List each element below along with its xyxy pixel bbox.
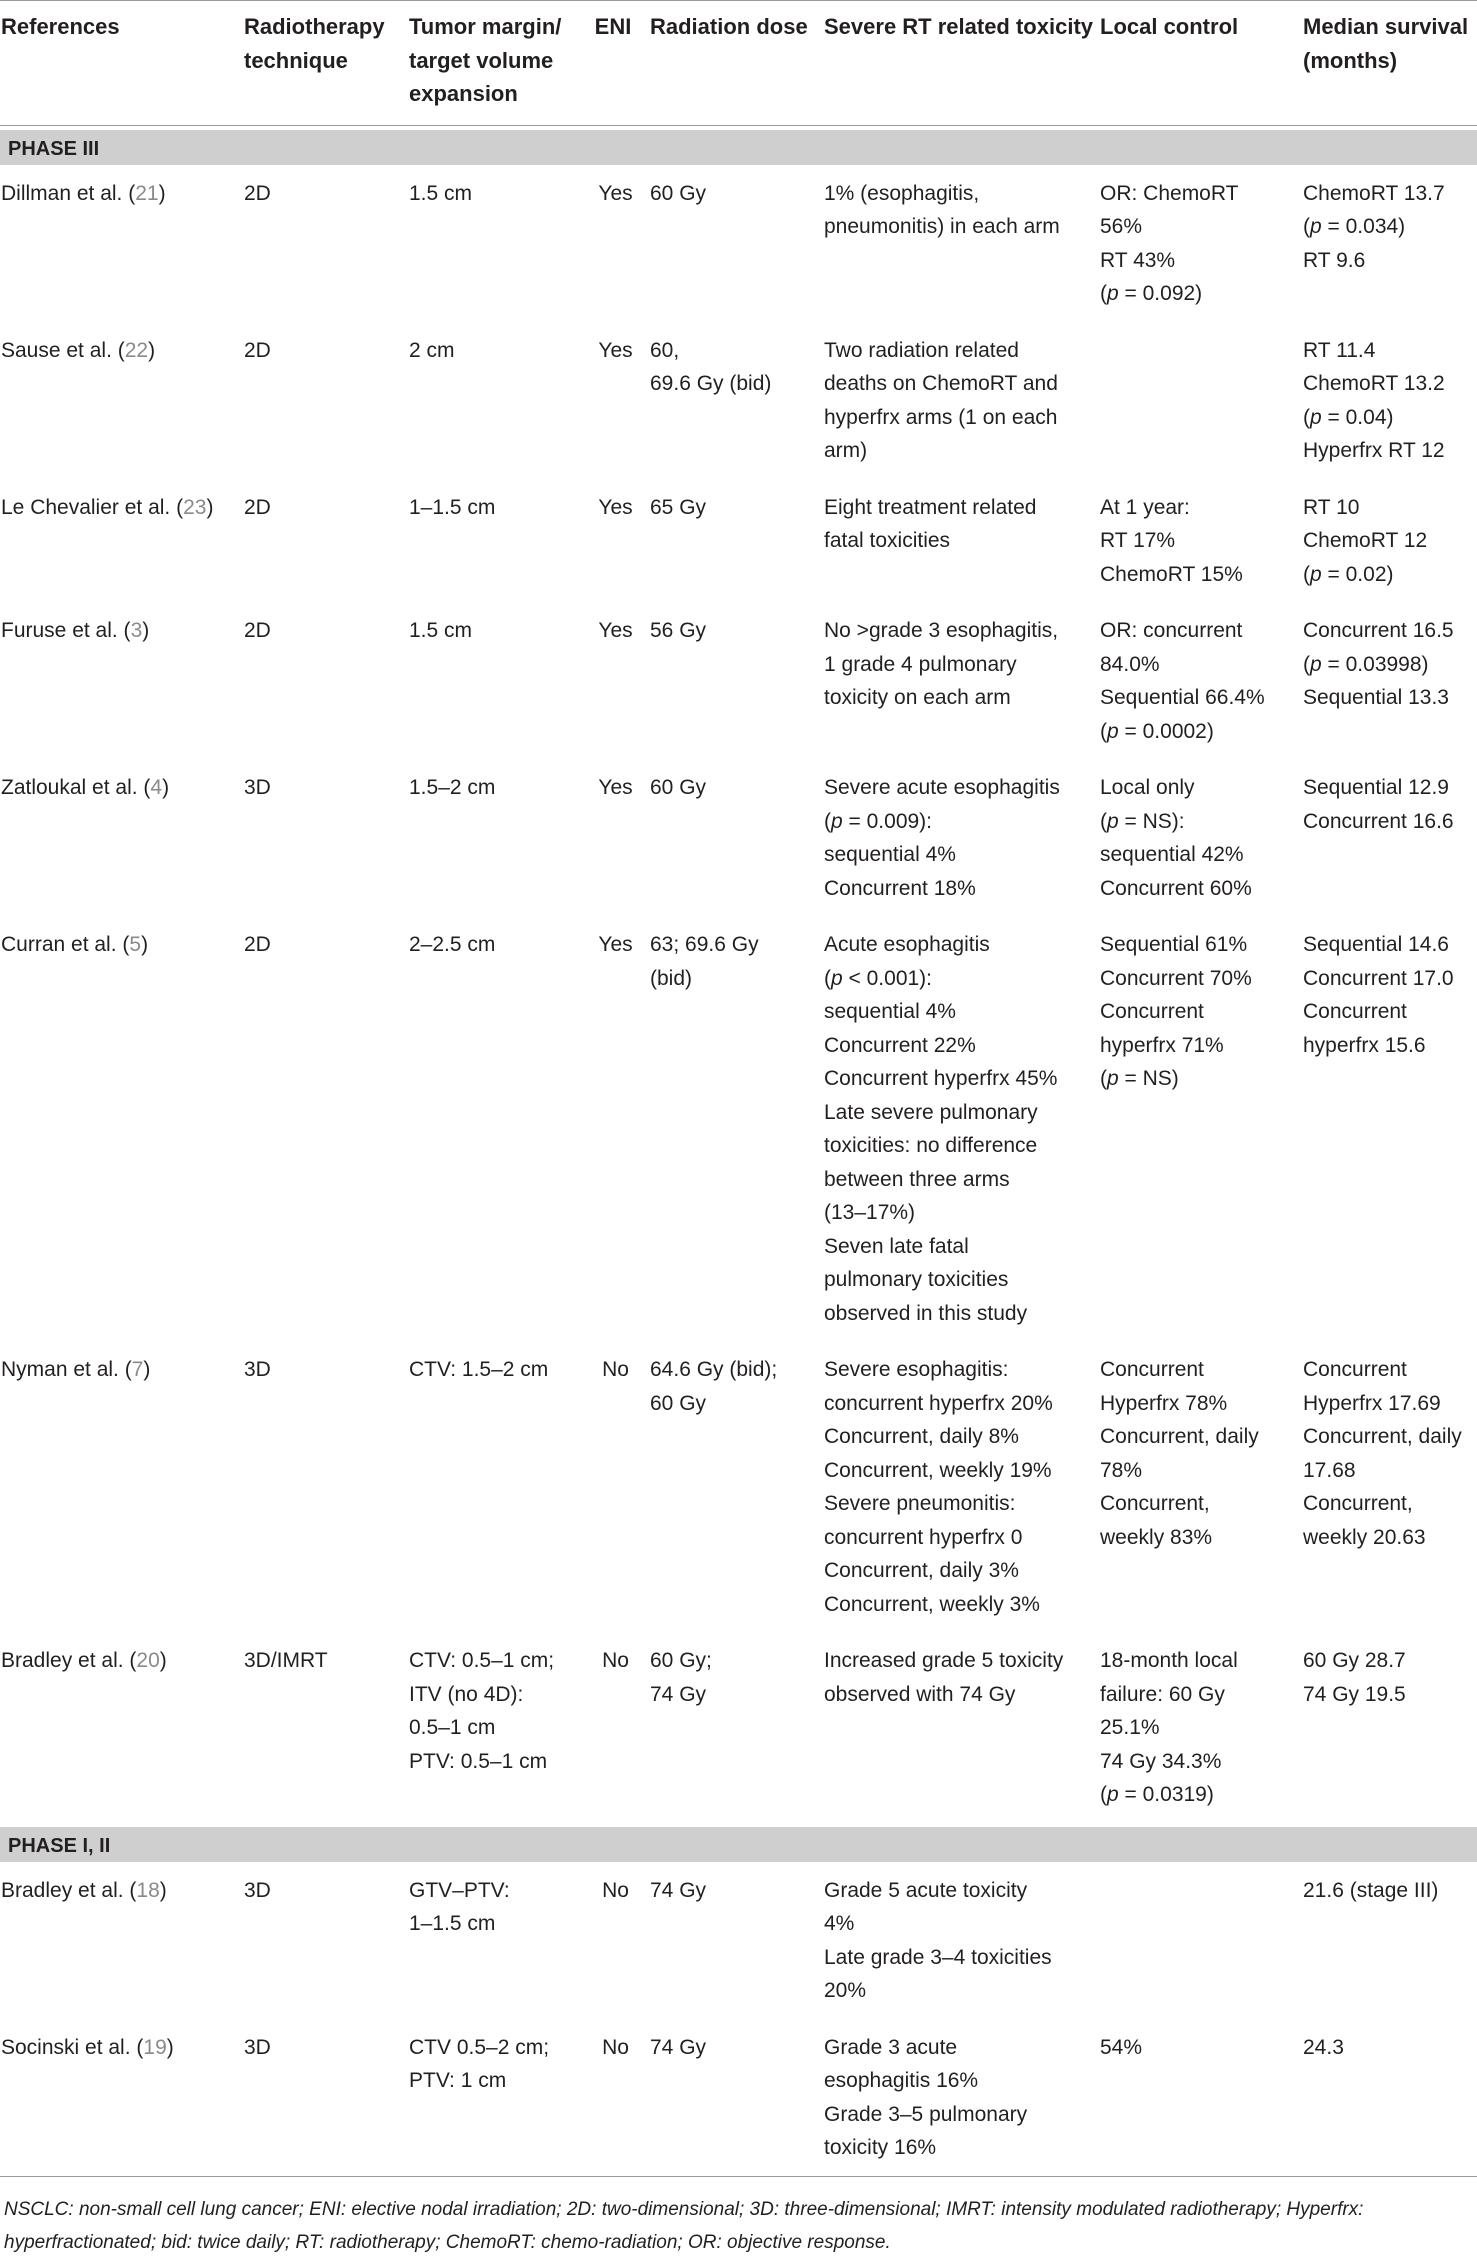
cell-line: failure: 60 Gy bbox=[1100, 1682, 1225, 1706]
table-row bbox=[0, 1632, 1477, 1823]
cell-eni: Yes bbox=[598, 776, 633, 799]
cell-margin bbox=[408, 1862, 582, 2019]
table-row bbox=[0, 479, 1477, 603]
cell-line: 1–1.5 cm bbox=[409, 1912, 496, 1935]
cell-line: 74 Gy bbox=[650, 1878, 707, 1902]
cell-line: At 1 year: bbox=[1100, 495, 1190, 519]
reference-author: Bradley et al. ( bbox=[1, 1878, 137, 1902]
cell-line: 2D bbox=[244, 933, 271, 956]
cell-line: ChemoRT 15% bbox=[1100, 562, 1243, 586]
cell-toxicity bbox=[823, 602, 1099, 759]
cell-line: weekly 83% bbox=[1100, 1525, 1213, 1549]
cell-line: Concurrent, bbox=[1100, 1492, 1210, 1515]
cell-line: 64.6 Gy (bid); bbox=[650, 1358, 778, 1381]
cell-line: 74 Gy 34.3% bbox=[1100, 1749, 1222, 1773]
cell-reference bbox=[0, 916, 243, 1341]
cell-survival bbox=[1302, 1862, 1477, 2019]
cell-line: 60 Gy bbox=[650, 1391, 707, 1415]
cell-local-control bbox=[1099, 322, 1302, 479]
cell-line: 20% bbox=[824, 1979, 867, 2002]
cell-eni: Yes bbox=[598, 495, 633, 519]
cell-line: Concurrent, weekly 19% bbox=[824, 1458, 1052, 1482]
reference-citation-link[interactable]: 18 bbox=[136, 1878, 160, 1902]
header-row bbox=[0, 1, 1477, 126]
header-local-control: Local control bbox=[1099, 1, 1302, 126]
cell-margin bbox=[408, 602, 582, 759]
reference-close-paren: ) bbox=[166, 2035, 174, 2059]
cell-line: Sequential 61% bbox=[1100, 933, 1248, 956]
reference-author: Zatloukal et al. ( bbox=[1, 776, 151, 799]
cell-line: 2D bbox=[244, 495, 271, 519]
reference-author: Sause et al. ( bbox=[1, 338, 125, 362]
cell-dose bbox=[649, 2019, 823, 2176]
cell-line: fatal toxicities bbox=[824, 529, 951, 552]
cell-eni: Yes bbox=[598, 338, 633, 362]
cell-line: (p = NS) bbox=[1100, 1067, 1179, 1090]
cell-line: deaths on ChemoRT and bbox=[824, 372, 1058, 395]
cell-reference bbox=[0, 1862, 243, 2019]
cell-line: concurrent hyperfrx 20% bbox=[824, 1391, 1053, 1415]
cell-line: Concurrent hyperfrx 45% bbox=[824, 1067, 1058, 1090]
cell-line: Severe acute esophagitis bbox=[824, 776, 1060, 799]
cell-line: RT 17% bbox=[1100, 529, 1176, 552]
cell-local-control bbox=[1099, 1862, 1302, 2019]
cell-line: RT 10 bbox=[1303, 495, 1360, 519]
cell-toxicity bbox=[823, 1632, 1099, 1823]
cell-line: Seven late fatal bbox=[824, 1234, 969, 1258]
cell-reference bbox=[0, 759, 243, 916]
cell-line: Late severe pulmonary bbox=[824, 1100, 1038, 1124]
cell-line: Grade 5 acute toxicity bbox=[824, 1878, 1028, 1902]
section-title: PHASE I, II bbox=[0, 1827, 1477, 1862]
cell-line: Concurrent bbox=[1100, 1000, 1204, 1023]
cell-toxicity bbox=[823, 165, 1099, 322]
reference-citation-link[interactable]: 4 bbox=[150, 776, 163, 799]
cell-line: CTV: 0.5–1 cm; bbox=[409, 1649, 555, 1672]
reference-close-paren: ) bbox=[143, 1358, 151, 1381]
cell-line: 65 Gy bbox=[650, 495, 707, 519]
cell-reference bbox=[0, 322, 243, 479]
reference-citation-link[interactable]: 20 bbox=[136, 1649, 160, 1672]
table-body bbox=[0, 125, 1477, 2176]
reference-author: Le Chevalier et al. ( bbox=[1, 495, 184, 519]
cell-toxicity bbox=[823, 322, 1099, 479]
cell-line: Concurrent, daily bbox=[1303, 1425, 1462, 1448]
cell-line: PTV: 0.5–1 cm bbox=[409, 1749, 548, 1773]
cell-line: Concurrent, daily 8% bbox=[824, 1425, 1019, 1448]
cell-technique bbox=[243, 602, 408, 759]
cell-line: Concurrent 22% bbox=[824, 1033, 976, 1057]
table-header bbox=[0, 1, 1477, 126]
cell-toxicity bbox=[823, 759, 1099, 916]
cell-eni: No bbox=[602, 1358, 629, 1381]
cell-line: Increased grade 5 toxicity bbox=[824, 1649, 1064, 1672]
cell-technique bbox=[243, 165, 408, 322]
cell-reference bbox=[0, 165, 243, 322]
cell-technique bbox=[243, 322, 408, 479]
cell-line: ChemoRT 13.2 bbox=[1303, 372, 1445, 395]
cell-line: toxicities: no difference bbox=[824, 1134, 1038, 1157]
reference-author: Socinski et al. ( bbox=[1, 2035, 144, 2059]
header-references: References bbox=[0, 1, 243, 126]
cell-line: 1 grade 4 pulmonary bbox=[824, 652, 1017, 676]
cell-line: Two radiation related bbox=[824, 338, 1019, 362]
cell-line: Grade 3–5 pulmonary bbox=[824, 2102, 1028, 2126]
table-row bbox=[0, 2019, 1477, 2176]
cell-eni: No bbox=[602, 1878, 629, 1902]
cell-margin bbox=[408, 916, 582, 1341]
cell-line: (p < 0.001): bbox=[824, 966, 932, 990]
cell-line: (p = 0.092) bbox=[1100, 282, 1203, 305]
reference-citation-link[interactable]: 23 bbox=[183, 495, 207, 519]
cell-local-control bbox=[1099, 165, 1302, 322]
cell-line: 60 Gy bbox=[650, 181, 707, 205]
cell-line: (p = 0.0002) bbox=[1100, 719, 1214, 743]
section-header-row bbox=[0, 130, 1477, 165]
header-toxicity: Severe RT related toxicity bbox=[823, 1, 1099, 126]
cell-reference bbox=[0, 1341, 243, 1632]
header-dose: Radiation dose bbox=[649, 1, 823, 126]
cell-line: OR: concurrent bbox=[1100, 619, 1243, 642]
cell-technique bbox=[243, 1632, 408, 1823]
cell-line: RT 9.6 bbox=[1303, 248, 1366, 272]
header-eni: ENI bbox=[582, 1, 649, 126]
cell-line: Concurrent 17.0 bbox=[1303, 966, 1454, 990]
cell-dose bbox=[649, 1341, 823, 1632]
cell-line: CTV: 1.5–2 cm bbox=[409, 1358, 549, 1381]
cell-line: 1–1.5 cm bbox=[409, 495, 496, 519]
cell-line: 25.1% bbox=[1100, 1716, 1160, 1739]
cell-line: Concurrent bbox=[1303, 1000, 1407, 1023]
cell-line: 78% bbox=[1100, 1458, 1143, 1482]
cell-eni: Yes bbox=[598, 181, 633, 205]
cell-local-control bbox=[1099, 1341, 1302, 1632]
reference-close-paren: ) bbox=[159, 1878, 167, 1902]
reference-author: Nyman et al. ( bbox=[1, 1358, 132, 1381]
header-technique: Radiotherapy technique bbox=[243, 1, 408, 126]
reference-author: Curran et al. ( bbox=[1, 933, 130, 956]
cell-line: Sequential 14.6 bbox=[1303, 933, 1449, 956]
cell-line: Local only bbox=[1100, 776, 1195, 799]
reference-close-paren: ) bbox=[206, 495, 214, 519]
cell-line: 69.6 Gy (bid) bbox=[650, 372, 772, 395]
cell-line: between three arms bbox=[824, 1167, 1010, 1191]
cell-line: toxicity on each arm bbox=[824, 686, 1011, 709]
header-survival: Median survival (months) bbox=[1302, 1, 1477, 126]
cell-survival bbox=[1302, 322, 1477, 479]
cell-margin bbox=[408, 165, 582, 322]
reference-close-paren: ) bbox=[162, 776, 170, 799]
reference-citation-link[interactable]: 3 bbox=[130, 619, 143, 642]
cell-survival bbox=[1302, 759, 1477, 916]
cell-eni: Yes bbox=[598, 933, 633, 956]
cell-dose bbox=[649, 479, 823, 603]
cell-line: No >grade 3 esophagitis, bbox=[824, 619, 1059, 642]
table-footnote: NSCLC: non-small cell lung cancer; ENI: elective nodal irradiation; 2D: two-dimensional; 3D: three-dimensional; IMRT: intensity modulated radiotherapy; Hyperfrx: hyperfractionated; bid: twice daily; RT: radiotherapy; ChemoRT: chemo-radiation; OR: objective response. bbox=[0, 2176, 1477, 2259]
cell-dose bbox=[649, 1862, 823, 2019]
cell-line: 56% bbox=[1100, 215, 1143, 238]
cell-survival bbox=[1302, 916, 1477, 1341]
cell-margin bbox=[408, 1341, 582, 1632]
cell-line: PTV: 1 cm bbox=[409, 2069, 507, 2092]
cell-line: Concurrent 60% bbox=[1100, 876, 1252, 900]
cell-line: Concurrent, daily 3% bbox=[824, 1559, 1019, 1582]
cell-line: 56 Gy bbox=[650, 619, 707, 642]
table-row bbox=[0, 322, 1477, 479]
cell-line: Concurrent, weekly 3% bbox=[824, 1592, 1040, 1616]
cell-local-control bbox=[1099, 2019, 1302, 2176]
cell-line: hyperfrx arms (1 on each bbox=[824, 405, 1058, 429]
cell-toxicity bbox=[823, 479, 1099, 603]
cell-toxicity bbox=[823, 1862, 1099, 2019]
cell-line: Concurrent 16.5 bbox=[1303, 619, 1454, 642]
cell-line: (p = 0.009): bbox=[824, 809, 932, 833]
reference-citation-link[interactable]: 7 bbox=[131, 1358, 144, 1381]
cell-line: (p = 0.02) bbox=[1303, 562, 1394, 586]
reference-citation-link[interactable]: 5 bbox=[129, 933, 142, 956]
cell-margin bbox=[408, 759, 582, 916]
reference-author: Furuse et al. ( bbox=[1, 619, 131, 642]
cell-line: 18-month local bbox=[1100, 1649, 1238, 1672]
cell-line: 74 Gy bbox=[650, 2035, 707, 2059]
cell-technique bbox=[243, 759, 408, 916]
cell-line: esophagitis 16% bbox=[824, 2069, 979, 2092]
cell-line: Late grade 3–4 toxicities bbox=[824, 1945, 1052, 1969]
cell-reference bbox=[0, 479, 243, 603]
cell-line: 74 Gy bbox=[650, 1682, 707, 1706]
cell-line: 2 cm bbox=[409, 338, 455, 362]
cell-line: Concurrent, bbox=[1303, 1492, 1413, 1515]
reference-citation-link[interactable]: 22 bbox=[124, 338, 149, 362]
cell-line: 60 Gy; bbox=[650, 1649, 712, 1672]
cell-line: 17.68 bbox=[1303, 1458, 1356, 1482]
cell-line: Concurrent bbox=[1100, 1358, 1204, 1381]
cell-line: Concurrent bbox=[1303, 1358, 1407, 1381]
cell-line: (p = 0.03998) bbox=[1303, 652, 1429, 676]
cell-survival bbox=[1302, 479, 1477, 603]
cell-technique bbox=[243, 479, 408, 603]
cell-line: weekly 20.63 bbox=[1303, 1525, 1426, 1549]
cell-line: sequential 4% bbox=[824, 843, 956, 866]
cell-dose bbox=[649, 322, 823, 479]
cell-line: 60 Gy bbox=[650, 776, 707, 799]
cell-line: (bid) bbox=[650, 966, 693, 990]
cell-technique bbox=[243, 1862, 408, 2019]
cell-line: 21.6 (stage III) bbox=[1303, 1878, 1439, 1902]
cell-dose bbox=[649, 165, 823, 322]
cell-toxicity bbox=[823, 1341, 1099, 1632]
cell-line: (p = 0.034) bbox=[1303, 215, 1406, 238]
cell-line: arm) bbox=[824, 439, 868, 462]
cell-line: CTV 0.5–2 cm; bbox=[409, 2035, 550, 2059]
cell-line: ChemoRT 12 bbox=[1303, 529, 1428, 552]
cell-line: Severe esophagitis: bbox=[824, 1358, 1009, 1381]
cell-line: (p = 0.0319) bbox=[1100, 1783, 1214, 1806]
cell-survival bbox=[1302, 165, 1477, 322]
cell-line: observed with 74 Gy bbox=[824, 1682, 1016, 1706]
cell-dose bbox=[649, 1632, 823, 1823]
cell-line: 3D/IMRT bbox=[244, 1649, 328, 1672]
cell-line: Hyperfrx RT 12 bbox=[1303, 439, 1445, 462]
cell-margin bbox=[408, 2019, 582, 2176]
reference-close-paren: ) bbox=[148, 338, 156, 362]
reference-author: Dillman et al. ( bbox=[1, 181, 136, 205]
cell-line: Grade 3 acute bbox=[824, 2035, 958, 2059]
cell-local-control bbox=[1099, 602, 1302, 759]
cell-line: pneumonitis) in each arm bbox=[824, 215, 1060, 238]
cell-line: 60, bbox=[650, 338, 680, 362]
cell-line: Acute esophagitis bbox=[824, 933, 990, 956]
cell-local-control bbox=[1099, 916, 1302, 1341]
cell-eni: No bbox=[602, 1649, 629, 1672]
cell-local-control bbox=[1099, 479, 1302, 603]
cell-line: GTV–PTV: bbox=[409, 1878, 510, 1902]
cell-reference bbox=[0, 602, 243, 759]
cell-local-control bbox=[1099, 759, 1302, 916]
cell-survival bbox=[1302, 1341, 1477, 1632]
cell-technique bbox=[243, 1341, 408, 1632]
reference-close-paren: ) bbox=[159, 1649, 167, 1672]
cell-margin bbox=[408, 1632, 582, 1823]
reference-close-paren: ) bbox=[142, 619, 150, 642]
cell-line: Sequential 13.3 bbox=[1303, 686, 1449, 709]
cell-eni: No bbox=[602, 2035, 629, 2059]
cell-toxicity bbox=[823, 2019, 1099, 2176]
cell-line: 1% (esophagitis, bbox=[824, 181, 980, 205]
cell-local-control bbox=[1099, 1632, 1302, 1823]
cell-line: 84.0% bbox=[1100, 652, 1160, 676]
reference-close-paren: ) bbox=[141, 933, 149, 956]
cell-line: hyperfrx 15.6 bbox=[1303, 1033, 1426, 1057]
cell-line: 3D bbox=[244, 1358, 271, 1381]
table-row bbox=[0, 916, 1477, 1341]
cell-margin bbox=[408, 479, 582, 603]
cell-line: Hyperfrx 78% bbox=[1100, 1391, 1228, 1415]
cell-line: concurrent hyperfrx 0 bbox=[824, 1525, 1023, 1549]
cell-line: ChemoRT 13.7 bbox=[1303, 181, 1445, 205]
cell-line: 4% bbox=[824, 1912, 855, 1935]
reference-author: Bradley et al. ( bbox=[1, 1649, 137, 1672]
table-row bbox=[0, 602, 1477, 759]
cell-survival bbox=[1302, 602, 1477, 759]
cell-line: sequential 42% bbox=[1100, 843, 1244, 866]
cell-line: Concurrent 16.6 bbox=[1303, 809, 1454, 833]
section-title: PHASE III bbox=[0, 130, 1477, 165]
cell-line: Severe pneumonitis: bbox=[824, 1492, 1016, 1515]
cell-line: 24.3 bbox=[1303, 2035, 1344, 2059]
cell-line: Sequential 12.9 bbox=[1303, 776, 1449, 799]
cell-dose bbox=[649, 916, 823, 1341]
cell-line: 1.5–2 cm bbox=[409, 776, 496, 799]
cell-reference bbox=[0, 1632, 243, 1823]
cell-line: (p = 0.04) bbox=[1303, 405, 1394, 429]
cell-line: hyperfrx 71% bbox=[1100, 1033, 1224, 1057]
header-margin: Tumor margin/ target volume expansion bbox=[408, 1, 582, 126]
reference-citation-link[interactable]: 19 bbox=[143, 2035, 167, 2059]
reference-close-paren: ) bbox=[158, 181, 166, 205]
cell-eni: Yes bbox=[598, 619, 633, 642]
cell-line: 74 Gy 19.5 bbox=[1303, 1682, 1406, 1706]
cell-line: 60 Gy 28.7 bbox=[1303, 1649, 1406, 1672]
cell-line: 54% bbox=[1100, 2035, 1143, 2059]
cell-line: toxicity 16% bbox=[824, 2136, 937, 2159]
cell-technique bbox=[243, 916, 408, 1341]
cell-line: Concurrent, daily bbox=[1100, 1425, 1259, 1448]
cell-line: OR: ChemoRT bbox=[1100, 181, 1239, 205]
cell-toxicity bbox=[823, 916, 1099, 1341]
cell-technique bbox=[243, 2019, 408, 2176]
cell-survival bbox=[1302, 1632, 1477, 1823]
cell-reference bbox=[0, 2019, 243, 2176]
cell-survival bbox=[1302, 2019, 1477, 2176]
table-row bbox=[0, 1862, 1477, 2019]
section-header-row bbox=[0, 1827, 1477, 1862]
cell-line: Hyperfrx 17.69 bbox=[1303, 1391, 1441, 1415]
cell-line: Concurrent 18% bbox=[824, 876, 976, 900]
cell-line: (p = NS): bbox=[1100, 809, 1185, 833]
cell-line: (13–17%) bbox=[824, 1201, 916, 1224]
cell-line: 0.5–1 cm bbox=[409, 1716, 496, 1739]
cell-line: 3D bbox=[244, 2035, 271, 2059]
reference-citation-link[interactable]: 21 bbox=[135, 181, 159, 205]
cell-line: 2D bbox=[244, 619, 271, 642]
cell-dose bbox=[649, 602, 823, 759]
cell-line: observed in this study bbox=[824, 1301, 1028, 1325]
cell-line: 2D bbox=[244, 338, 271, 362]
cell-line: 3D bbox=[244, 776, 271, 799]
cell-line: pulmonary toxicities bbox=[824, 1268, 1009, 1291]
cell-line: Concurrent 70% bbox=[1100, 966, 1252, 990]
cell-line: 3D bbox=[244, 1878, 271, 1902]
cell-line: Sequential 66.4% bbox=[1100, 686, 1265, 709]
table-row bbox=[0, 1341, 1477, 1632]
cell-line: Eight treatment related bbox=[824, 495, 1037, 519]
cell-line: 1.5 cm bbox=[409, 181, 473, 205]
cell-dose bbox=[649, 759, 823, 916]
cell-line: 2D bbox=[244, 181, 271, 205]
table-row bbox=[0, 165, 1477, 322]
cell-line: 1.5 cm bbox=[409, 619, 473, 642]
cell-line: 63; 69.6 Gy bbox=[650, 933, 759, 956]
cell-line: RT 43% bbox=[1100, 248, 1176, 272]
cell-line: sequential 4% bbox=[824, 1000, 956, 1023]
cell-margin bbox=[408, 322, 582, 479]
table-row bbox=[0, 759, 1477, 916]
cell-line: RT 11.4 bbox=[1303, 338, 1376, 362]
cell-line: 2–2.5 cm bbox=[409, 933, 496, 956]
cell-line: ITV (no 4D): bbox=[409, 1682, 524, 1706]
